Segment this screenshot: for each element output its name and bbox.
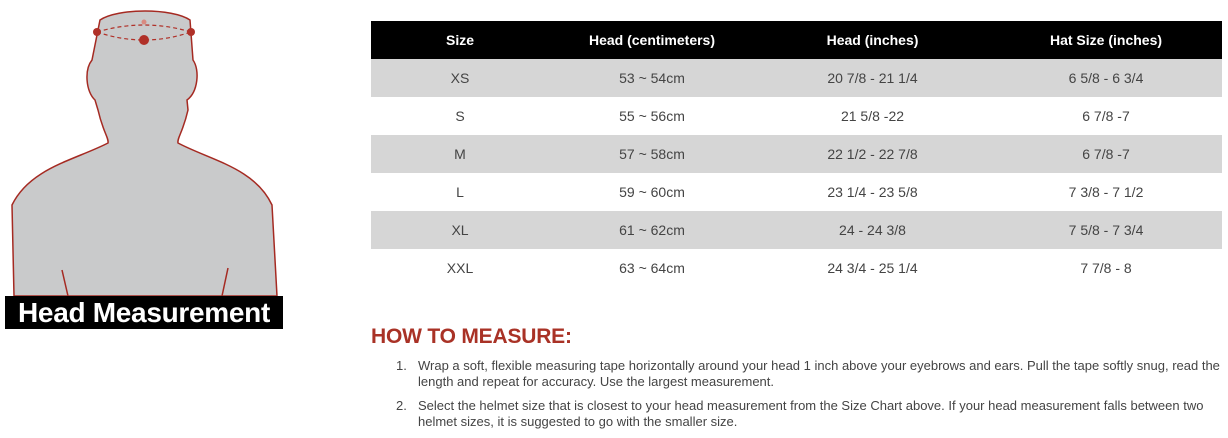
cell-size: XS (371, 59, 549, 97)
list-item (371, 358, 1221, 390)
table-row (371, 97, 1222, 135)
cell-hat-size: 7 7/8 - 8 (1080, 260, 1132, 276)
measure-steps-list (371, 358, 1221, 438)
cell-head-inches: 24 - 24 3/8 (755, 211, 990, 249)
step-text: Wrap a soft, flexible measuring tape horizontally around your head 1 inch above your eyebrows and ears. Pull the tape softly snug, read the length and repeat for accuracy. Use the largest measurement. (418, 358, 1220, 389)
cell-head-inches: 23 1/4 - 23 5/8 (827, 184, 918, 200)
table-row (371, 59, 1222, 97)
header-head-cm: Head (centimeters) (549, 21, 755, 59)
list-item (371, 398, 1221, 430)
cell-size: M (371, 135, 549, 173)
person-silhouette-illustration (0, 0, 300, 300)
head-measurement-figure (0, 0, 300, 435)
step-number: 1. (396, 358, 407, 373)
cell-head-inches: 24 3/4 - 25 1/4 (827, 260, 918, 276)
cell-size: L (456, 184, 464, 200)
cell-head-inches: 22 1/2 - 22 7/8 (755, 135, 990, 173)
cell-hat-size: 7 5/8 - 7 3/4 (990, 211, 1222, 249)
cell-size: XL (371, 211, 549, 249)
cell-head-inches: 20 7/8 - 21 1/4 (755, 59, 990, 97)
cell-hat-size: 7 3/8 - 7 1/2 (1068, 184, 1144, 200)
tape-point-back (142, 20, 147, 25)
table-row (371, 249, 1222, 287)
tape-point-left (93, 28, 101, 36)
tape-point-front (139, 35, 149, 45)
silhouette-body (12, 11, 277, 296)
table-row (371, 173, 1222, 211)
cell-hat-size: 6 5/8 - 6 3/4 (990, 59, 1222, 97)
cell-head-cm: 53 ~ 54cm (549, 59, 755, 97)
cell-head-inches: 21 5/8 -22 (840, 108, 905, 124)
cell-head-cm: 55 ~ 56cm (619, 108, 685, 124)
cell-head-cm: 57 ~ 58cm (549, 135, 755, 173)
header-size: Size (371, 21, 549, 59)
how-to-measure-heading: HOW TO MEASURE: (371, 325, 572, 348)
header-head-inches: Head (inches) (755, 21, 990, 59)
cell-hat-size: 6 7/8 -7 (990, 135, 1222, 173)
table-header-row (371, 21, 1222, 59)
step-number: 2. (396, 398, 407, 413)
step-text: Select the helmet size that is closest to your head measurement from the Size Chart above. If your head measurement falls between two helmet sizes, it is suggested to go with the smaller size. (418, 398, 1204, 429)
table-row (371, 211, 1222, 249)
cell-head-cm: 59 ~ 60cm (619, 184, 685, 200)
figure-caption: Head Measurement (5, 296, 283, 329)
size-chart-table (371, 21, 1222, 287)
cell-hat-size: 6 7/8 -7 (1082, 108, 1130, 124)
header-hat-size: Hat Size (inches) (990, 21, 1222, 59)
cell-size: XXL (446, 260, 474, 276)
table-row (371, 135, 1222, 173)
cell-head-cm: 63 ~ 64cm (619, 260, 685, 276)
tape-point-right (187, 28, 195, 36)
cell-head-cm: 61 ~ 62cm (549, 211, 755, 249)
cell-size: S (455, 108, 465, 124)
